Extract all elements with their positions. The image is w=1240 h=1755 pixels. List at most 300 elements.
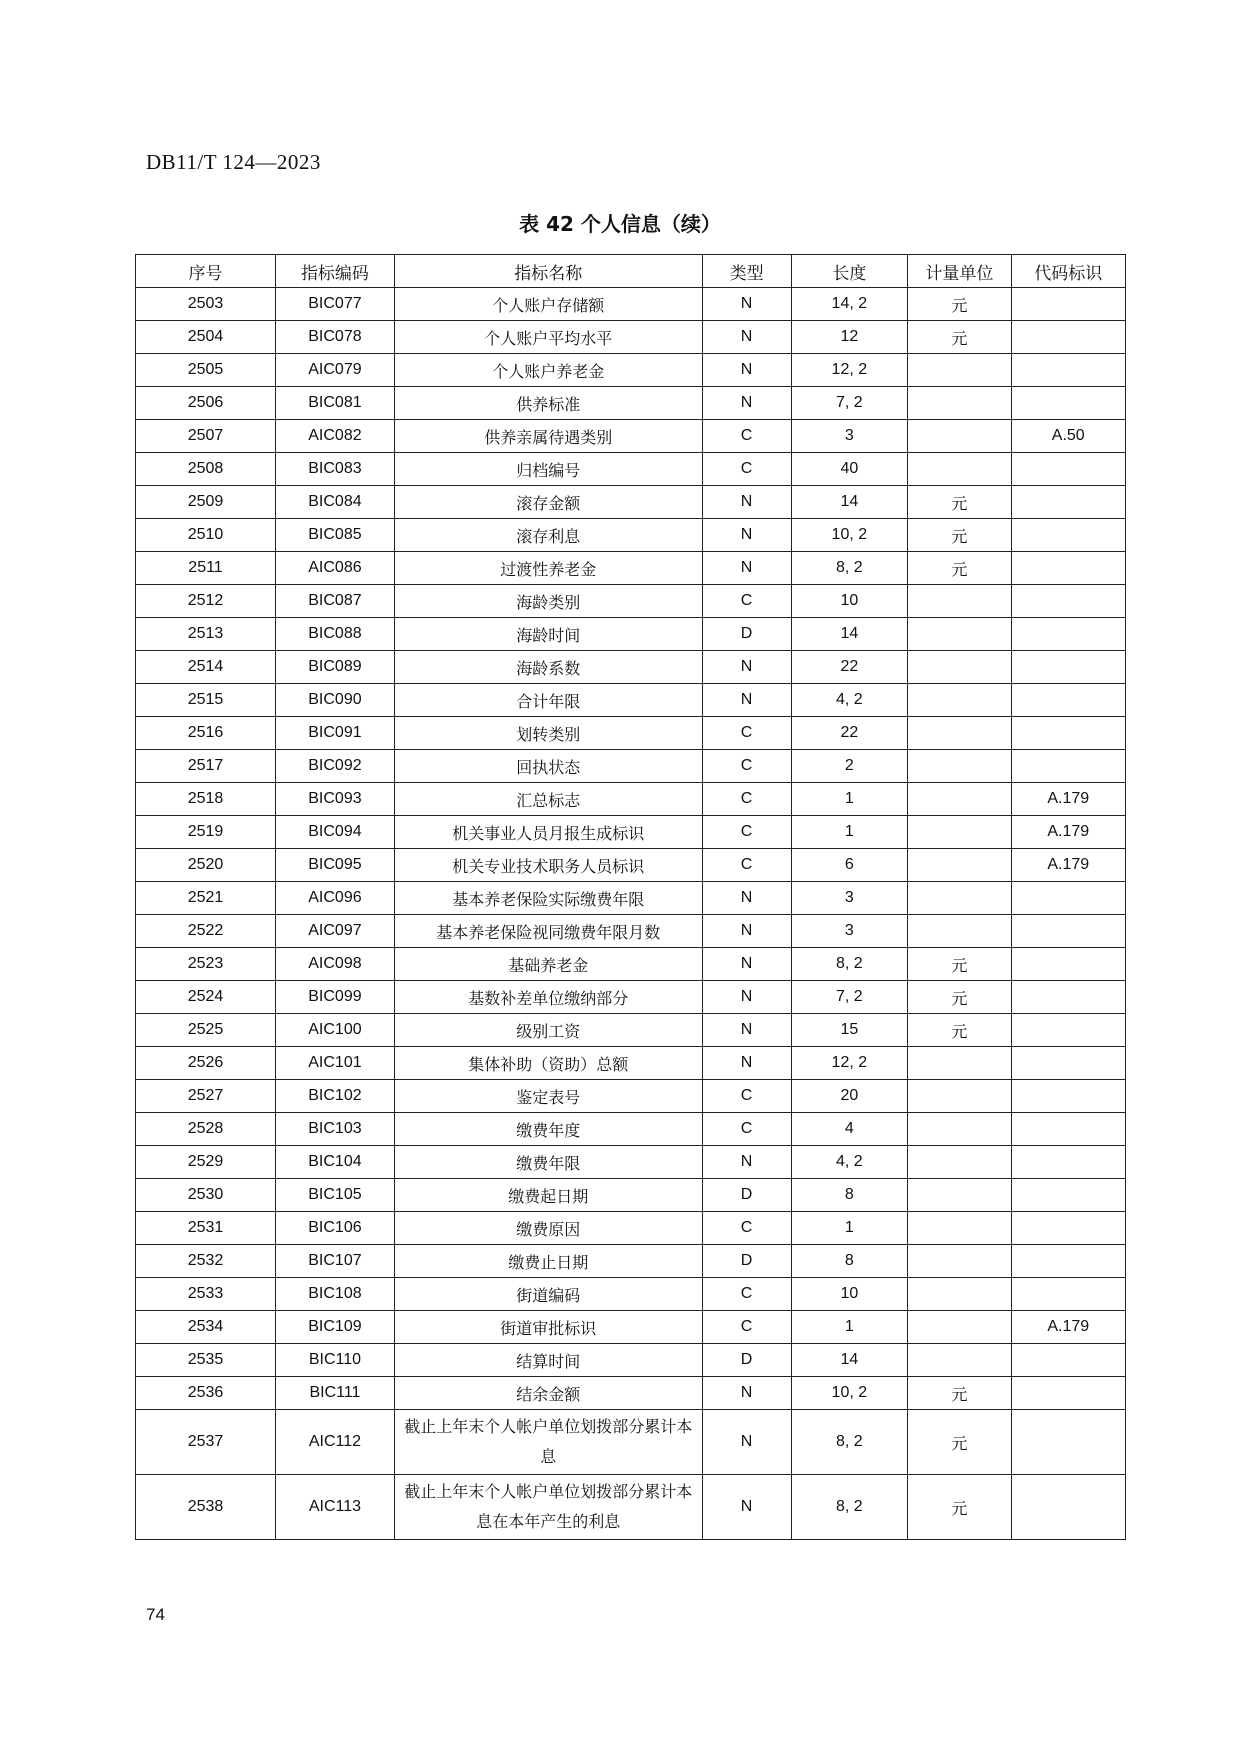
cell-code: BIC083 [276, 453, 395, 486]
cell-type: N [702, 1475, 791, 1540]
cell-type: N [702, 1410, 791, 1475]
cell-dict [1011, 684, 1126, 717]
cell-name: 缴费年度 [394, 1113, 702, 1146]
cell-name: 基础养老金 [394, 948, 702, 981]
table-row [136, 1146, 1126, 1179]
cell-name: 机关专业技术职务人员标识 [394, 849, 702, 882]
cell-unit: 元 [908, 288, 1011, 321]
cell-seq: 2521 [136, 882, 276, 915]
cell-length: 14 [791, 486, 908, 519]
table-row [136, 618, 1126, 651]
cell-code: BIC092 [276, 750, 395, 783]
cell-code: BIC106 [276, 1212, 395, 1245]
cell-seq: 2530 [136, 1179, 276, 1212]
cell-type: D [702, 1245, 791, 1278]
cell-unit [908, 387, 1011, 420]
cell-dict [1011, 882, 1126, 915]
cell-type: D [702, 1179, 791, 1212]
cell-code: AIC082 [276, 420, 395, 453]
table-row [136, 1014, 1126, 1047]
cell-length: 1 [791, 816, 908, 849]
cell-length: 8, 2 [791, 552, 908, 585]
cell-unit [908, 1113, 1011, 1146]
cell-unit: 元 [908, 1014, 1011, 1047]
cell-length: 3 [791, 420, 908, 453]
cell-type: C [702, 420, 791, 453]
cell-seq: 2525 [136, 1014, 276, 1047]
cell-name: 鉴定表号 [394, 1080, 702, 1113]
table-row [136, 651, 1126, 684]
cell-code: BIC090 [276, 684, 395, 717]
cell-code: BIC087 [276, 585, 395, 618]
cell-code: BIC105 [276, 1179, 395, 1212]
cell-code: BIC088 [276, 618, 395, 651]
table-row [136, 552, 1126, 585]
cell-unit [908, 354, 1011, 387]
cell-type: N [702, 387, 791, 420]
table-row [136, 1212, 1126, 1245]
table-row [136, 1344, 1126, 1377]
cell-unit [908, 1278, 1011, 1311]
cell-unit [908, 420, 1011, 453]
cell-seq: 2538 [136, 1475, 276, 1540]
cell-dict [1011, 1047, 1126, 1080]
cell-code: AIC098 [276, 948, 395, 981]
table-row [136, 1179, 1126, 1212]
cell-name: 截止上年末个人帐户单位划拨部分累计本息在本年产生的利息 [394, 1475, 702, 1540]
cell-type: C [702, 1212, 791, 1245]
cell-dict [1011, 717, 1126, 750]
cell-dict [1011, 1179, 1126, 1212]
cell-type: N [702, 486, 791, 519]
table-row [136, 1311, 1126, 1344]
cell-unit [908, 882, 1011, 915]
cell-length: 10, 2 [791, 1377, 908, 1410]
table-row [136, 486, 1126, 519]
cell-length: 22 [791, 651, 908, 684]
cell-seq: 2519 [136, 816, 276, 849]
cell-dict [1011, 387, 1126, 420]
cell-seq: 2527 [136, 1080, 276, 1113]
cell-dict [1011, 1377, 1126, 1410]
cell-unit [908, 1080, 1011, 1113]
cell-length: 10 [791, 585, 908, 618]
table-row [136, 684, 1126, 717]
cell-dict [1011, 453, 1126, 486]
cell-code: BIC084 [276, 486, 395, 519]
table-row [136, 519, 1126, 552]
cell-dict: A.179 [1011, 816, 1126, 849]
cell-length: 1 [791, 1212, 908, 1245]
cell-type: N [702, 1146, 791, 1179]
cell-length: 14 [791, 618, 908, 651]
cell-seq: 2531 [136, 1212, 276, 1245]
cell-unit: 元 [908, 948, 1011, 981]
cell-unit: 元 [908, 1377, 1011, 1410]
dict-header: 代码标识 [1011, 255, 1126, 288]
table-row [136, 585, 1126, 618]
table-row [136, 783, 1126, 816]
cell-length: 3 [791, 882, 908, 915]
cell-name: 个人账户养老金 [394, 354, 702, 387]
cell-dict [1011, 915, 1126, 948]
cell-dict [1011, 618, 1126, 651]
cell-seq: 2515 [136, 684, 276, 717]
cell-name: 回执状态 [394, 750, 702, 783]
cell-dict [1011, 585, 1126, 618]
cell-length: 8 [791, 1245, 908, 1278]
cell-type: N [702, 288, 791, 321]
cell-seq: 2533 [136, 1278, 276, 1311]
length-header: 长度 [791, 255, 908, 288]
table-row [136, 981, 1126, 1014]
cell-seq: 2528 [136, 1113, 276, 1146]
cell-code: BIC094 [276, 816, 395, 849]
cell-type: C [702, 849, 791, 882]
type-header: 类型 [702, 255, 791, 288]
cell-type: N [702, 1014, 791, 1047]
cell-dict [1011, 519, 1126, 552]
cell-length: 4, 2 [791, 684, 908, 717]
cell-name: 缴费止日期 [394, 1245, 702, 1278]
cell-type: C [702, 717, 791, 750]
cell-dict [1011, 1344, 1126, 1377]
cell-unit [908, 1212, 1011, 1245]
table-row [136, 1377, 1126, 1410]
table-title: 表 42 个人信息（续） [519, 212, 721, 236]
cell-dict [1011, 1212, 1126, 1245]
cell-type: N [702, 321, 791, 354]
cell-code: BIC077 [276, 288, 395, 321]
table-row [136, 1475, 1126, 1540]
cell-name: 街道审批标识 [394, 1311, 702, 1344]
cell-type: N [702, 651, 791, 684]
document-code: DB11/T 124—2023 [146, 150, 321, 174]
cell-name: 滚存利息 [394, 519, 702, 552]
cell-code: BIC093 [276, 783, 395, 816]
seq-header: 序号 [136, 255, 276, 288]
cell-unit [908, 783, 1011, 816]
cell-dict [1011, 981, 1126, 1014]
cell-unit: 元 [908, 552, 1011, 585]
cell-name: 缴费起日期 [394, 1179, 702, 1212]
cell-type: C [702, 1278, 791, 1311]
cell-unit [908, 816, 1011, 849]
cell-length: 10 [791, 1278, 908, 1311]
cell-seq: 2537 [136, 1410, 276, 1475]
cell-code: BIC085 [276, 519, 395, 552]
cell-code: BIC107 [276, 1245, 395, 1278]
cell-length: 4 [791, 1113, 908, 1146]
cell-length: 4, 2 [791, 1146, 908, 1179]
cell-code: BIC091 [276, 717, 395, 750]
cell-seq: 2522 [136, 915, 276, 948]
cell-length: 8, 2 [791, 1475, 908, 1540]
cell-dict [1011, 321, 1126, 354]
cell-code: AIC101 [276, 1047, 395, 1080]
cell-unit [908, 915, 1011, 948]
cell-code: AIC113 [276, 1475, 395, 1540]
cell-length: 8, 2 [791, 1410, 908, 1475]
cell-length: 2 [791, 750, 908, 783]
cell-unit: 元 [908, 981, 1011, 1014]
cell-unit [908, 1245, 1011, 1278]
cell-length: 1 [791, 1311, 908, 1344]
cell-type: N [702, 1377, 791, 1410]
cell-type: N [702, 552, 791, 585]
cell-dict [1011, 1014, 1126, 1047]
cell-type: N [702, 915, 791, 948]
unit-header: 计量单位 [908, 255, 1011, 288]
cell-unit [908, 453, 1011, 486]
table-row [136, 1080, 1126, 1113]
cell-dict [1011, 552, 1126, 585]
table-row [136, 882, 1126, 915]
page-number: 74 [146, 1605, 165, 1624]
indicator-table [135, 254, 1126, 1540]
cell-code: BIC081 [276, 387, 395, 420]
cell-unit: 元 [908, 1475, 1011, 1540]
cell-dict [1011, 1410, 1126, 1475]
cell-seq: 2509 [136, 486, 276, 519]
cell-seq: 2534 [136, 1311, 276, 1344]
cell-dict [1011, 651, 1126, 684]
cell-seq: 2506 [136, 387, 276, 420]
cell-seq: 2517 [136, 750, 276, 783]
cell-unit [908, 717, 1011, 750]
cell-length: 15 [791, 1014, 908, 1047]
cell-unit [908, 618, 1011, 651]
cell-unit [908, 1047, 1011, 1080]
table-row [136, 387, 1126, 420]
cell-unit [908, 1179, 1011, 1212]
table-row [136, 717, 1126, 750]
table-row [136, 453, 1126, 486]
name-header: 指标名称 [394, 255, 702, 288]
cell-name: 集体补助（资助）总额 [394, 1047, 702, 1080]
cell-length: 7, 2 [791, 387, 908, 420]
cell-code: BIC089 [276, 651, 395, 684]
cell-dict: A.179 [1011, 1311, 1126, 1344]
cell-seq: 2535 [136, 1344, 276, 1377]
table-row [136, 1278, 1126, 1311]
cell-type: C [702, 816, 791, 849]
table-row [136, 750, 1126, 783]
cell-code: AIC097 [276, 915, 395, 948]
cell-length: 40 [791, 453, 908, 486]
cell-code: BIC111 [276, 1377, 395, 1410]
cell-name: 街道编码 [394, 1278, 702, 1311]
cell-length: 20 [791, 1080, 908, 1113]
cell-type: N [702, 882, 791, 915]
cell-name: 划转类别 [394, 717, 702, 750]
table-row [136, 420, 1126, 453]
cell-code: BIC108 [276, 1278, 395, 1311]
cell-length: 6 [791, 849, 908, 882]
table-header-row [136, 255, 1126, 288]
cell-seq: 2529 [136, 1146, 276, 1179]
table-row [136, 816, 1126, 849]
cell-seq: 2508 [136, 453, 276, 486]
cell-name: 个人账户存储额 [394, 288, 702, 321]
cell-unit [908, 684, 1011, 717]
cell-code: BIC102 [276, 1080, 395, 1113]
cell-dict [1011, 288, 1126, 321]
cell-seq: 2511 [136, 552, 276, 585]
cell-dict: A.50 [1011, 420, 1126, 453]
cell-code: BIC110 [276, 1344, 395, 1377]
cell-code: AIC096 [276, 882, 395, 915]
cell-dict [1011, 948, 1126, 981]
cell-code: AIC086 [276, 552, 395, 585]
cell-code: BIC104 [276, 1146, 395, 1179]
cell-name: 基本养老保险视同缴费年限月数 [394, 915, 702, 948]
cell-dict [1011, 1113, 1126, 1146]
table-row [136, 354, 1126, 387]
cell-type: D [702, 618, 791, 651]
cell-seq: 2504 [136, 321, 276, 354]
cell-unit: 元 [908, 1410, 1011, 1475]
cell-code: AIC112 [276, 1410, 395, 1475]
cell-type: N [702, 684, 791, 717]
table-row [136, 1047, 1126, 1080]
cell-length: 10, 2 [791, 519, 908, 552]
cell-code: AIC100 [276, 1014, 395, 1047]
table-body [136, 288, 1126, 1540]
cell-code: BIC103 [276, 1113, 395, 1146]
cell-unit [908, 1311, 1011, 1344]
cell-length: 7, 2 [791, 981, 908, 1014]
cell-name: 缴费原因 [394, 1212, 702, 1245]
cell-unit: 元 [908, 486, 1011, 519]
cell-length: 1 [791, 783, 908, 816]
cell-type: D [702, 1344, 791, 1377]
cell-type: N [702, 354, 791, 387]
cell-dict [1011, 1475, 1126, 1540]
cell-name: 级别工资 [394, 1014, 702, 1047]
cell-type: C [702, 1113, 791, 1146]
cell-seq: 2532 [136, 1245, 276, 1278]
cell-unit [908, 585, 1011, 618]
table-row [136, 849, 1126, 882]
cell-name: 海龄类别 [394, 585, 702, 618]
cell-dict [1011, 1245, 1126, 1278]
cell-seq: 2507 [136, 420, 276, 453]
code-header: 指标编码 [276, 255, 395, 288]
cell-dict [1011, 1146, 1126, 1179]
cell-seq: 2523 [136, 948, 276, 981]
cell-name: 缴费年限 [394, 1146, 702, 1179]
cell-type: N [702, 981, 791, 1014]
cell-code: BIC078 [276, 321, 395, 354]
cell-code: BIC095 [276, 849, 395, 882]
cell-seq: 2520 [136, 849, 276, 882]
cell-type: C [702, 1311, 791, 1344]
cell-unit [908, 1344, 1011, 1377]
cell-code: BIC099 [276, 981, 395, 1014]
table-row [136, 321, 1126, 354]
cell-unit: 元 [908, 321, 1011, 354]
table-row [136, 288, 1126, 321]
cell-seq: 2505 [136, 354, 276, 387]
cell-name: 海龄时间 [394, 618, 702, 651]
cell-name: 过渡性养老金 [394, 552, 702, 585]
cell-dict [1011, 1278, 1126, 1311]
cell-length: 12, 2 [791, 1047, 908, 1080]
cell-type: C [702, 783, 791, 816]
cell-type: C [702, 453, 791, 486]
cell-seq: 2536 [136, 1377, 276, 1410]
cell-length: 14, 2 [791, 288, 908, 321]
cell-unit [908, 1146, 1011, 1179]
cell-length: 8 [791, 1179, 908, 1212]
cell-name: 基本养老保险实际缴费年限 [394, 882, 702, 915]
cell-type: N [702, 948, 791, 981]
cell-name: 归档编号 [394, 453, 702, 486]
cell-unit [908, 651, 1011, 684]
cell-code: AIC079 [276, 354, 395, 387]
cell-length: 12 [791, 321, 908, 354]
cell-type: C [702, 1080, 791, 1113]
cell-length: 8, 2 [791, 948, 908, 981]
cell-type: C [702, 585, 791, 618]
cell-name: 截止上年末个人帐户单位划拨部分累计本息 [394, 1410, 702, 1475]
cell-length: 3 [791, 915, 908, 948]
cell-type: N [702, 1047, 791, 1080]
table-row [136, 915, 1126, 948]
cell-name: 基数补差单位缴纳部分 [394, 981, 702, 1014]
cell-seq: 2512 [136, 585, 276, 618]
cell-unit [908, 849, 1011, 882]
cell-code: BIC109 [276, 1311, 395, 1344]
cell-unit: 元 [908, 519, 1011, 552]
cell-name: 机关事业人员月报生成标识 [394, 816, 702, 849]
cell-name: 个人账户平均水平 [394, 321, 702, 354]
cell-dict [1011, 354, 1126, 387]
cell-seq: 2503 [136, 288, 276, 321]
cell-seq: 2524 [136, 981, 276, 1014]
table-row [136, 1410, 1126, 1475]
cell-dict [1011, 486, 1126, 519]
cell-length: 22 [791, 717, 908, 750]
cell-dict: A.179 [1011, 849, 1126, 882]
cell-name: 滚存金额 [394, 486, 702, 519]
table-row [136, 948, 1126, 981]
cell-name: 合计年限 [394, 684, 702, 717]
cell-dict [1011, 750, 1126, 783]
cell-seq: 2518 [136, 783, 276, 816]
cell-name: 汇总标志 [394, 783, 702, 816]
cell-seq: 2513 [136, 618, 276, 651]
cell-dict [1011, 1080, 1126, 1113]
cell-name: 供养亲属待遇类别 [394, 420, 702, 453]
cell-name: 结算时间 [394, 1344, 702, 1377]
cell-seq: 2526 [136, 1047, 276, 1080]
table-row [136, 1245, 1126, 1278]
cell-seq: 2510 [136, 519, 276, 552]
cell-name: 供养标准 [394, 387, 702, 420]
cell-length: 12, 2 [791, 354, 908, 387]
cell-seq: 2514 [136, 651, 276, 684]
cell-dict: A.179 [1011, 783, 1126, 816]
cell-seq: 2516 [136, 717, 276, 750]
cell-length: 14 [791, 1344, 908, 1377]
cell-name: 结余金额 [394, 1377, 702, 1410]
table-row [136, 1113, 1126, 1146]
cell-type: C [702, 750, 791, 783]
cell-type: N [702, 519, 791, 552]
cell-unit [908, 750, 1011, 783]
